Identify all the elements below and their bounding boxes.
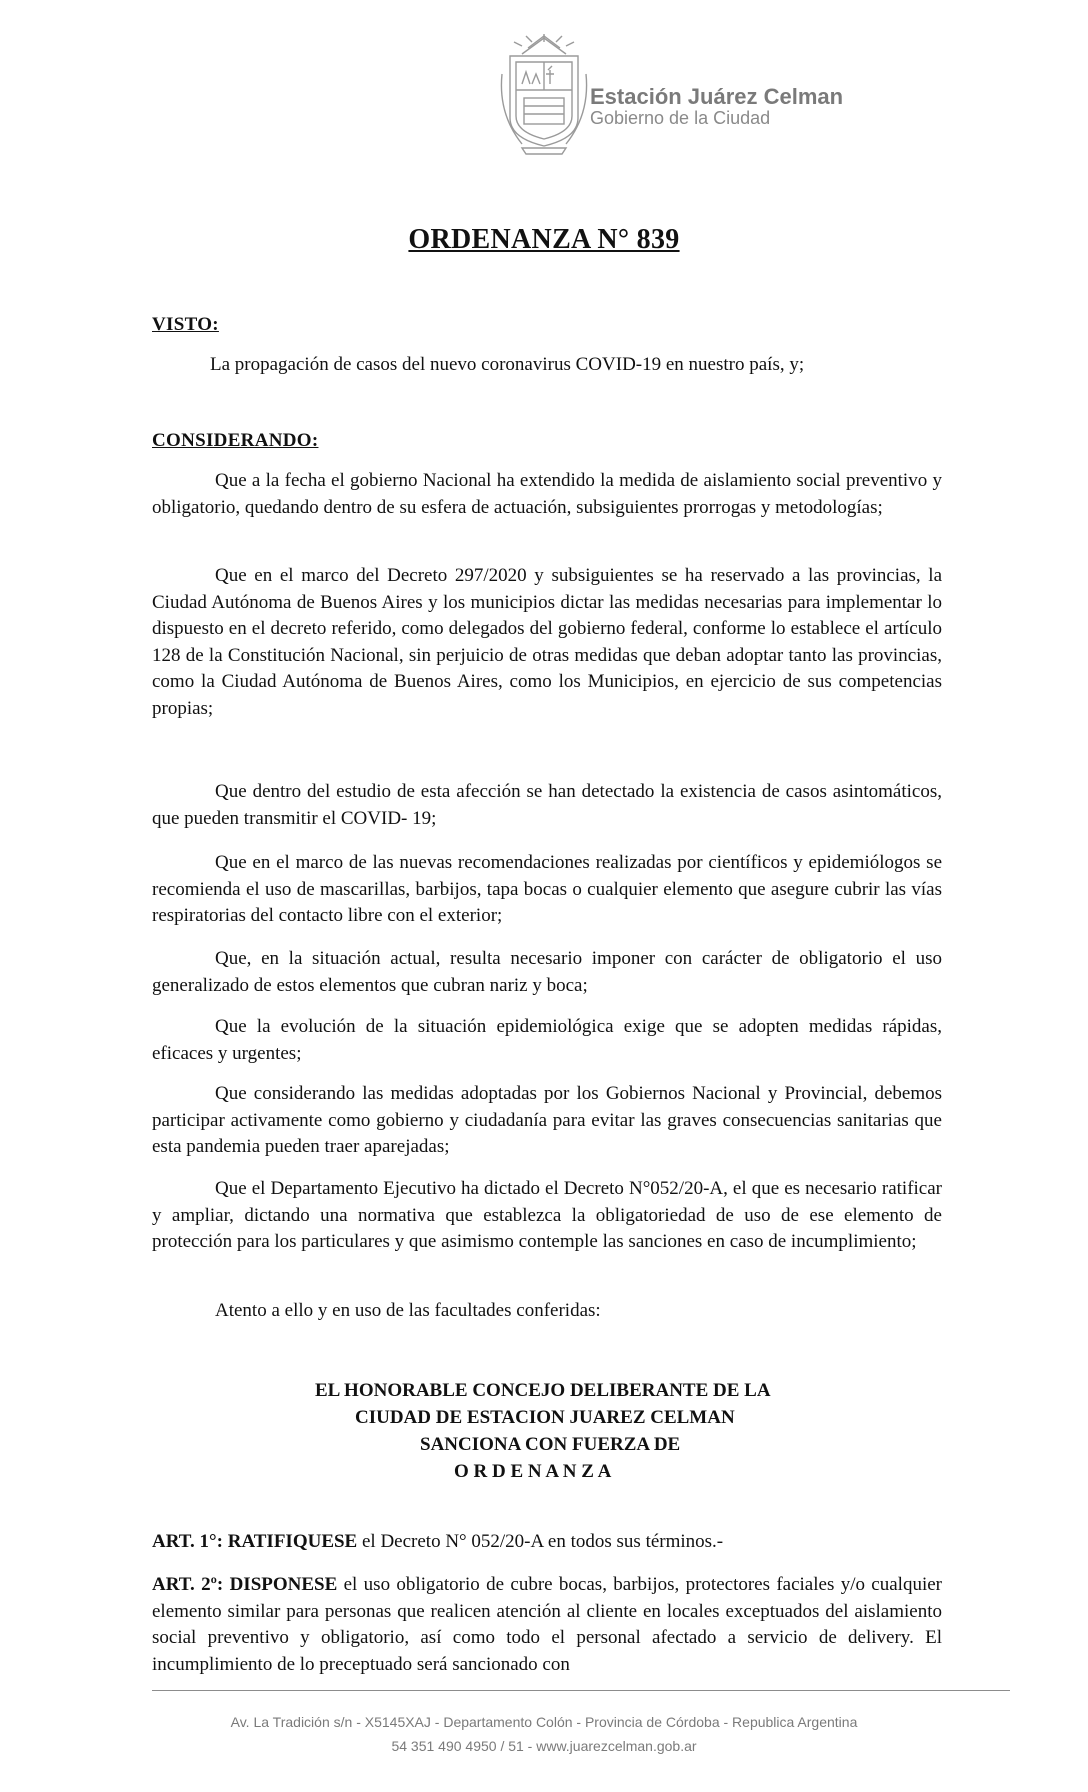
article-text: el uso obligatorio de cubre bocas, barbijos, protectores faciales y/o cualquier elemento similar para personas que realicen atención al cliente en locales exceptuados del aislamiento social preventivo y obligatorio, así como todo el personal afectado a servicio de delivery. El incumplimiento de lo preceptuado será sancionado con: [152, 1574, 942, 1675]
considerando-paragraph: Que la evolución de la situación epidemiológica exige que se adopten medidas rápidas, eficaces y urgentes;: [152, 1016, 942, 1064]
considerando-paragraph: Que considerando las medidas adoptadas por los Gobiernos Nacional y Provincial, debemos participar activamente como gobierno y ciudadanía para evitar las graves consecuencias sanitarias que esta pandemia pueden traer aparejadas;: [152, 1083, 942, 1157]
brand-name: Estación Juárez Celman: [590, 84, 844, 109]
article-label: ART. 2º:: [152, 1574, 224, 1595]
footer-contact: 54 351 490 4950 / 51 - www.juarezcelman.gob.ar: [391, 1738, 697, 1754]
article-2: [152, 1572, 942, 1678]
considerando-paragraph: Que dentro del estudio de esta afección se han detectado la existencia de casos asintomáticos, que pueden transmitir el COVID- 19;: [152, 781, 942, 829]
considerando-paragraph: Atento a ello y en uso de las facultades conferidas:: [215, 1300, 601, 1321]
considerando-paragraph: Que en el marco del Decreto 297/2020 y subsiguientes se ha reservado a las provincias, la Ciudad Autónoma de Buenos Aires y los municipios dictar las medidas necesarias para implementar lo dispuesto en el decreto referido, como delegados del gobierno federal, conforme lo establece el artículo 128 de la Constitución Nacional, sin perjuicio de otras medidas que deban adoptar tanto las provincias, como la Ciudad Autónoma de Buenos Aires, como los Municipios, en ejercicio de sus competencias propias;: [152, 565, 942, 719]
article-1: [152, 1529, 942, 1556]
brand-subtitle: Gobierno de la Ciudad: [590, 108, 771, 128]
visto-heading: VISTO:: [152, 314, 219, 335]
sanciona-line: O R D E N A N Z A: [454, 1461, 612, 1482]
article-text: el Decreto N° 052/20-A en todos sus términos.-: [357, 1531, 724, 1552]
considerando-heading: CONSIDERANDO:: [152, 430, 319, 451]
article-verb: RATIFIQUESE: [227, 1531, 358, 1552]
considerando-paragraph: Que, en la situación actual, resulta necesario imponer con carácter de obligatorio el uso generalizado de estos elementos que cubran nariz y boca;: [152, 948, 942, 996]
footer-address: Av. La Tradición s/n - X5145XAJ - Departamento Colón - Provincia de Córdoba - Republica Argentina: [230, 1714, 858, 1730]
letterhead: [0, 0, 1088, 175]
considerando-paragraph: Que el Departamento Ejecutivo ha dictado el Decreto N°052/20-A, el que es necesario ratificar y ampliar, dictando una normativa que establezca la obligatoriedad de uso de ese elemento de protección para los particulares y que asimismo contemple las sanciones en caso de incumplimiento;: [152, 1178, 942, 1252]
sanciona-line: SANCIONA CON FUERZA DE: [420, 1434, 681, 1455]
document-title: ORDENANZA N° 839: [408, 224, 680, 255]
article-label: ART. 1°:: [152, 1531, 223, 1552]
considerando-paragraph: Que a la fecha el gobierno Nacional ha extendido la medida de aislamiento social preventivo y obligatorio, quedando dentro de su esfera de actuación, subsiguientes prorrogas y metodologías;: [152, 470, 942, 518]
sanciona-line: EL HONORABLE CONCEJO DELIBERANTE DE LA: [315, 1380, 771, 1401]
article-verb: DISPONESE: [229, 1574, 338, 1595]
visto-paragraph: La propagación de casos del nuevo coronavirus COVID-19 en nuestro país, y;: [210, 354, 805, 375]
sanciona-line: CIUDAD DE ESTACION JUAREZ CELMAN: [355, 1407, 735, 1428]
municipal-crest-icon: [492, 34, 596, 156]
footer-divider: [152, 1690, 1010, 1691]
considerando-paragraph: Que en el marco de las nuevas recomendaciones realizadas por científicos y epidemiólogos se recomienda el uso de mascarillas, barbijos, tapa bocas o cualquier elemento que asegure cubrir las vías respiratorias del contacto libre con el exterior;: [152, 852, 942, 926]
